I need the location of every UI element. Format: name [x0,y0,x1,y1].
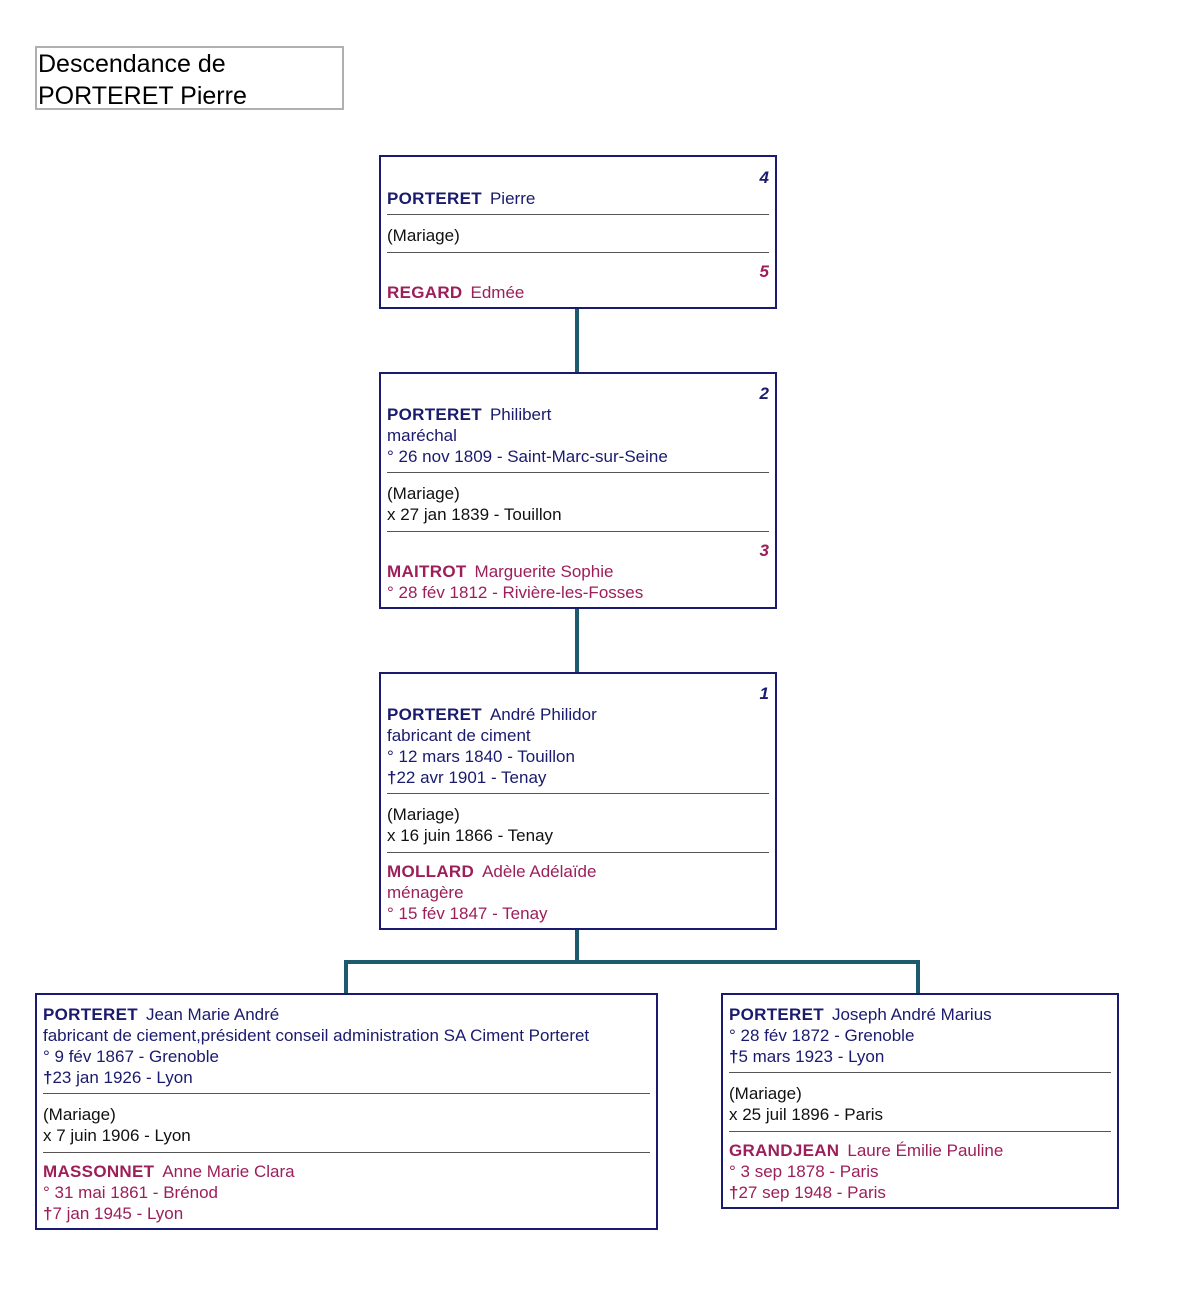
death-event [729,1182,1111,1203]
death-cross-icon: † [43,1204,53,1223]
wife-section [729,1132,1111,1203]
marriage-section [387,794,769,852]
marriage-event: x 16 juin 1866 - Tenay [387,826,554,845]
surname: PORTERET [387,705,482,724]
occupation: fabricant de ciment [387,726,531,745]
given-name: Joseph André Marius [831,1005,992,1024]
couple-card-gen1 [379,155,777,309]
occupation: fabricant de ciement,président conseil administration SA Ciment Porteret [43,1026,590,1045]
person-name [387,861,769,882]
given-name: Adèle Adélaïde [482,862,597,881]
marriage-section [729,1073,1111,1131]
person-name [387,561,769,582]
given-name: Philibert [489,405,552,424]
sosa-number: 5 [759,262,769,281]
surname: PORTERET [729,1005,824,1024]
marriage-label: (Mariage) [43,1105,116,1124]
marriage-label: (Mariage) [387,226,460,245]
given-name: Marguerite Sophie [474,562,614,581]
marriage-section [387,473,769,531]
husband-section [387,674,769,793]
given-name: Pierre [489,189,536,208]
surname: PORTERET [387,189,482,208]
surname: MAITROT [387,562,467,581]
couple-card-gen3 [379,672,777,930]
surname: MASSONNET [43,1162,155,1181]
marriage-event: x 7 juin 1906 - Lyon [43,1126,191,1145]
birth-event: ° 31 mai 1861 - Brénod [43,1183,219,1202]
birth-event: ° 28 fév 1812 - Rivière-les-Fosses [387,583,644,602]
death-text: 22 avr 1901 - Tenay [396,768,547,787]
person-name [387,188,769,209]
death-cross-icon: † [387,768,397,787]
person-name [43,1004,650,1025]
given-name: Laure Émilie Pauline [847,1141,1004,1160]
given-name: Edmée [470,283,525,302]
marriage-section [43,1094,650,1152]
occupation: ménagère [387,883,464,902]
birth-event: ° 28 fév 1872 - Grenoble [729,1026,915,1045]
birth-event: ° 15 fév 1847 - Tenay [387,904,548,923]
death-event [43,1067,650,1088]
occupation: maréchal [387,426,457,445]
birth-event: ° 3 sep 1878 - Paris [729,1162,879,1181]
couple-card-gen2 [379,372,777,609]
birth-event: ° 9 fév 1867 - Grenoble [43,1047,219,1066]
person-name [387,282,769,303]
chart-title-line1: Descendance de [38,50,226,78]
husband-section [43,995,650,1093]
chart-title-line2: PORTERET Pierre [38,82,247,110]
surname: PORTERET [43,1005,138,1024]
death-event [43,1203,650,1224]
couple-card-child1 [35,993,658,1230]
given-name: André Philidor [489,705,597,724]
marriage-section [387,215,769,252]
surname: REGARD [387,283,463,302]
surname: GRANDJEAN [729,1141,840,1160]
marriage-label: (Mariage) [729,1084,802,1103]
person-name [387,404,769,425]
husband-section [387,157,769,214]
death-text: 5 mars 1923 - Lyon [738,1047,885,1066]
sosa-number: 1 [759,684,769,703]
death-text: 27 sep 1948 - Paris [738,1183,886,1202]
couple-card-child2 [721,993,1119,1209]
death-text: 23 jan 1926 - Lyon [52,1068,193,1087]
marriage-label: (Mariage) [387,805,460,824]
birth-event: ° 12 mars 1840 - Touillon [387,747,575,766]
death-cross-icon: † [729,1183,739,1202]
wife-section [387,532,769,603]
wife-section [43,1153,650,1224]
given-name: Anne Marie Clara [162,1162,295,1181]
sosa-number: 4 [759,168,769,187]
person-name [387,704,769,725]
birth-event: ° 26 nov 1809 - Saint-Marc-sur-Seine [387,447,668,466]
wife-section [387,853,769,924]
death-event [387,767,769,788]
person-name [43,1161,650,1182]
marriage-label: (Mariage) [387,484,460,503]
death-text: 7 jan 1945 - Lyon [52,1204,184,1223]
wife-section [387,253,769,303]
death-event [729,1046,1111,1067]
death-cross-icon: † [729,1047,739,1066]
sosa-number: 2 [759,384,769,403]
given-name: Jean Marie André [145,1005,280,1024]
marriage-event: x 25 juil 1896 - Paris [729,1105,884,1124]
sosa-number: 3 [759,541,769,560]
person-name [729,1004,1111,1025]
husband-section [729,995,1111,1072]
husband-section [387,374,769,472]
surname: MOLLARD [387,862,475,881]
surname: PORTERET [387,405,482,424]
death-cross-icon: † [43,1068,53,1087]
marriage-event: x 27 jan 1839 - Touillon [387,505,562,524]
person-name [729,1140,1111,1161]
